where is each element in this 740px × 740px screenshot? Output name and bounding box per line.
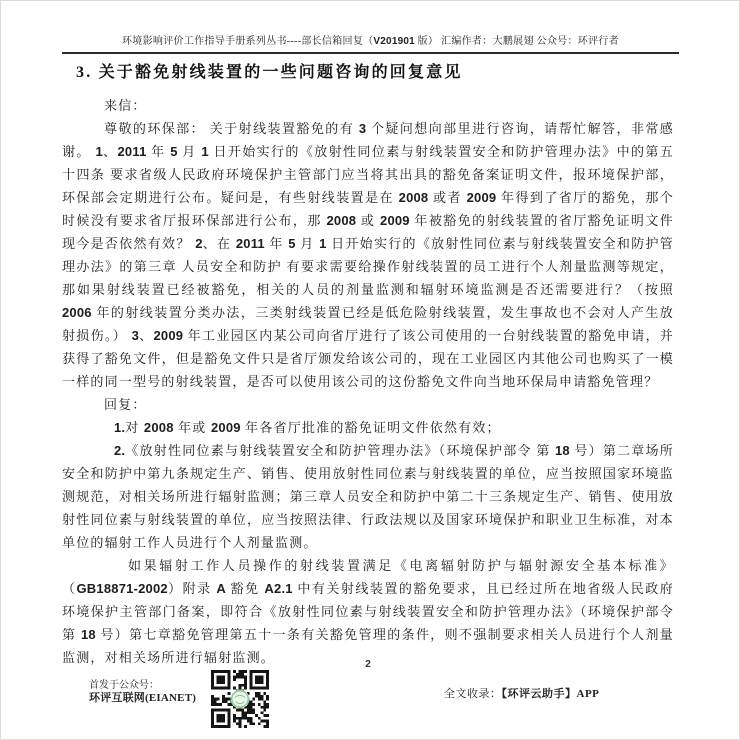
paragraph: 1.对 2008 年或 2009 年各省厅批准的豁免证明文件依然有效； bbox=[114, 420, 501, 435]
footer-app-note bbox=[444, 685, 599, 701]
paragraph: 2.《放射性同位素与射线装置安全和防护管理办法》（环境保护部令 第 18 号）第二章场所安全和防护中第九条规定生产、销售、使用放射性同位素与射线装置的单位，应当按照国家环境监测规范，对相关场所进行辐射监测；第三章人员安全和防护中第二十三条规定生产、销售、使用放射性同位素与射线装置的单位，应当按照法律、行政法规以及国家环境保护和职业卫生标准，对本单位的辐射工作人员进行个人剂量监测。 bbox=[62, 443, 674, 550]
body-text bbox=[62, 94, 674, 669]
paragraph: 尊敬的环保部： 关于射线装置豁免的有 3 个疑问想向部里进行咨询，请帮忙解答，非常感谢。 1、2011 年 5 月 1 日开始实行的《放射性同位素与射线装置安全和防护管理办法》中的第五十四条 要求省级人民政府环境保护主管部门应当将其出具的豁免备案证明文件，报环境保护部，环保部会定期进行公布。疑问是，有些射线装置是在 2008 或者 2009 年得到了省厅的豁免，那个时候没有要求省厅报环保部进行公布，那 2008 或 2009 年被豁免的射线装置的省厅豁免证明文件现今是否依然有效？ 2、在 2011 年 5 月 1 日开始实行的《放射性同位素与射线装置安全和防护管理办法》的第三章 人员安全和防护 有要求需要给操作射线装置的员工进行个人剂量监测等规定，那如果射线装置已经被豁免，相关的人员的剂量监测和辐射环境监测是否还需要进行？（按照 2006 年的射线装置分类办法，三类射线装置已经是低危险射线装置，发生事故也不会对人产生放射损伤。） 3、2009 年工业园区内某公司向省厅进行了该公司使用的一台射线装置的豁免申请，并获得了豁免文件，但是豁免文件只是省厅颁发给该公司的，现在工业园区内其他公司也购买了一模一样的同一型号的射线装置，是否可以使用该公司的这份豁免文件向当地环保局申请豁免管理？ bbox=[62, 121, 675, 389]
paragraph: 来信： bbox=[104, 98, 147, 113]
page-number: 2 bbox=[365, 659, 371, 670]
footer-publisher-line1: 首发于公众号： bbox=[89, 680, 159, 691]
footer-publisher bbox=[89, 679, 196, 705]
paragraph: 回复： bbox=[104, 397, 147, 412]
footer-app-prefix: 全文收录： bbox=[444, 688, 502, 700]
page-title: 3. 关于豁免射线装置的一些问题咨询的回复意见 bbox=[76, 64, 463, 81]
footer-publisher-line2: 环评互联网(EIANET) bbox=[89, 692, 197, 704]
document-header: 环境影响评价工作指导手册系列丛书----部长信箱回复（V201901 版） 汇编作者：大鹏展翅 公众号：环评行者 bbox=[62, 32, 679, 54]
qr-code-icon bbox=[211, 670, 269, 728]
paragraph: 如果辐射工作人员操作的射线装置满足《电离辐射防护与辐射源安全基本标准》（GB18871-2002）附录 A 豁免 A2.1 中有关射线装置的豁免要求，且已经过所在地省级人民政府环境保护主管部门备案，即符合《放射性同位素与射线装置安全和防护管理办法》（环境保护部令 第 18 号）第七章豁免管理第五十一条有关豁免管理的条件，则不强制要求相关人员进行个人剂量监测，对相关场所进行辐射监测。 bbox=[62, 558, 674, 665]
footer-app-name: 【环评云助手】APP bbox=[501, 688, 600, 700]
